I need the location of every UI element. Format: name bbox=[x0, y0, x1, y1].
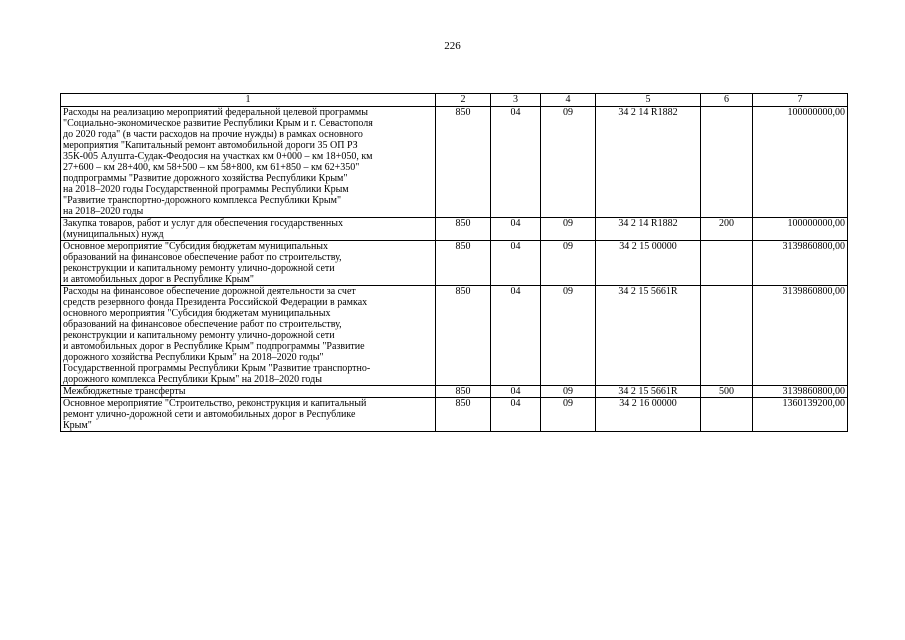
column-header-1: 1 bbox=[61, 94, 436, 107]
row-section-code: 04 bbox=[491, 241, 541, 286]
row-subsection-code: 09 bbox=[541, 218, 596, 241]
budget-table bbox=[60, 93, 848, 432]
page-number: 226 bbox=[444, 40, 461, 52]
row-expense-type bbox=[701, 398, 753, 432]
column-header-3: 3 bbox=[491, 94, 541, 107]
row-admin-code: 850 bbox=[436, 286, 491, 386]
row-expense-type bbox=[701, 241, 753, 286]
row-description: Расходы на финансовое обеспечение дорожной деятельности за счет средств резервного фонда Президента Российской Федерации в рамках основного мероприятия "Субсидия бюджетам муниципальных образований на финансовое обеспечение работ по строительству, реконструкции и капитальному ремонту улично-дорожной сети и автомобильных дорог в Республике Крым" подпрограммы "Развитие дорожного хозяйства Республики Крым" на 2018–2020 годы" Государственной программы Республики Крым "Развитие транспортно- дорожного комплекса Республики Крым" на 2018–2020 годы bbox=[61, 286, 436, 386]
row-target-article: 34 2 15 5661R bbox=[596, 386, 701, 398]
row-admin-code: 850 bbox=[436, 241, 491, 286]
row-description: Межбюджетные трансферты bbox=[61, 386, 436, 398]
row-target-article: 34 2 14 R1882 bbox=[596, 107, 701, 218]
row-amount: 1360139200,00 bbox=[753, 398, 848, 432]
table-row bbox=[61, 218, 848, 241]
row-admin-code: 850 bbox=[436, 386, 491, 398]
row-target-article: 34 2 16 00000 bbox=[596, 398, 701, 432]
row-subsection-code: 09 bbox=[541, 386, 596, 398]
row-description: Закупка товаров, работ и услуг для обеспечения государственных (муниципальных) нужд bbox=[61, 218, 436, 241]
row-expense-type: 500 bbox=[701, 386, 753, 398]
table-row bbox=[61, 107, 848, 218]
row-expense-type: 200 bbox=[701, 218, 753, 241]
column-header-2: 2 bbox=[436, 94, 491, 107]
row-description: Основное мероприятие "Субсидия бюджетам муниципальных образований на финансовое обеспечение работ по строительству, реконструкции и капитальному ремонту улично-дорожной сети и автомобильных дорог в Республике Крым" bbox=[61, 241, 436, 286]
row-admin-code: 850 bbox=[436, 107, 491, 218]
row-admin-code: 850 bbox=[436, 218, 491, 241]
row-amount: 3139860800,00 bbox=[753, 286, 848, 386]
column-header-7: 7 bbox=[753, 94, 848, 107]
table-row bbox=[61, 286, 848, 386]
row-expense-type bbox=[701, 107, 753, 218]
row-subsection-code: 09 bbox=[541, 107, 596, 218]
row-section-code: 04 bbox=[491, 386, 541, 398]
column-header-4: 4 bbox=[541, 94, 596, 107]
row-target-article: 34 2 15 5661R bbox=[596, 286, 701, 386]
row-section-code: 04 bbox=[491, 107, 541, 218]
row-expense-type bbox=[701, 286, 753, 386]
row-amount: 100000000,00 bbox=[753, 218, 848, 241]
column-header-5: 5 bbox=[596, 94, 701, 107]
column-header-6: 6 bbox=[701, 94, 753, 107]
table-header-row bbox=[61, 94, 848, 107]
row-description: Расходы на реализацию мероприятий федеральной целевой программы "Социально-экономическое развитие Республики Крым и г. Севастополя до 2020 года" (в части расходов на прочие нужды) в рамках основного мероприятия "Капитальный ремонт автомобильной дороги 35 ОП РЗ 35К-005 Алушта-Судак-Феодосия на участках км 0+000 – км 18+050, км 27+600 – км 28+400, км 58+500 – км 58+800, км 61+850 – км 62+350" подпрограммы "Развитие дорожного хозяйства Республики Крым" на 2018–2020 годы Государственной программы Республики Крым "Развитие транспортно-дорожного комплекса Республики Крым" на 2018–2020 годы bbox=[61, 107, 436, 218]
row-description: Основное мероприятие "Строительство, реконструкция и капитальный ремонт улично-дорожной сети и автомобильных дорог в Республике Крым" bbox=[61, 398, 436, 432]
row-amount: 3139860800,00 bbox=[753, 241, 848, 286]
row-admin-code: 850 bbox=[436, 398, 491, 432]
row-target-article: 34 2 14 R1882 bbox=[596, 218, 701, 241]
table-row bbox=[61, 386, 848, 398]
table-row bbox=[61, 398, 848, 432]
row-section-code: 04 bbox=[491, 286, 541, 386]
row-subsection-code: 09 bbox=[541, 286, 596, 386]
row-section-code: 04 bbox=[491, 398, 541, 432]
row-amount: 3139860800,00 bbox=[753, 386, 848, 398]
row-target-article: 34 2 15 00000 bbox=[596, 241, 701, 286]
row-amount: 100000000,00 bbox=[753, 107, 848, 218]
row-subsection-code: 09 bbox=[541, 241, 596, 286]
table-row bbox=[61, 241, 848, 286]
row-section-code: 04 bbox=[491, 218, 541, 241]
row-subsection-code: 09 bbox=[541, 398, 596, 432]
